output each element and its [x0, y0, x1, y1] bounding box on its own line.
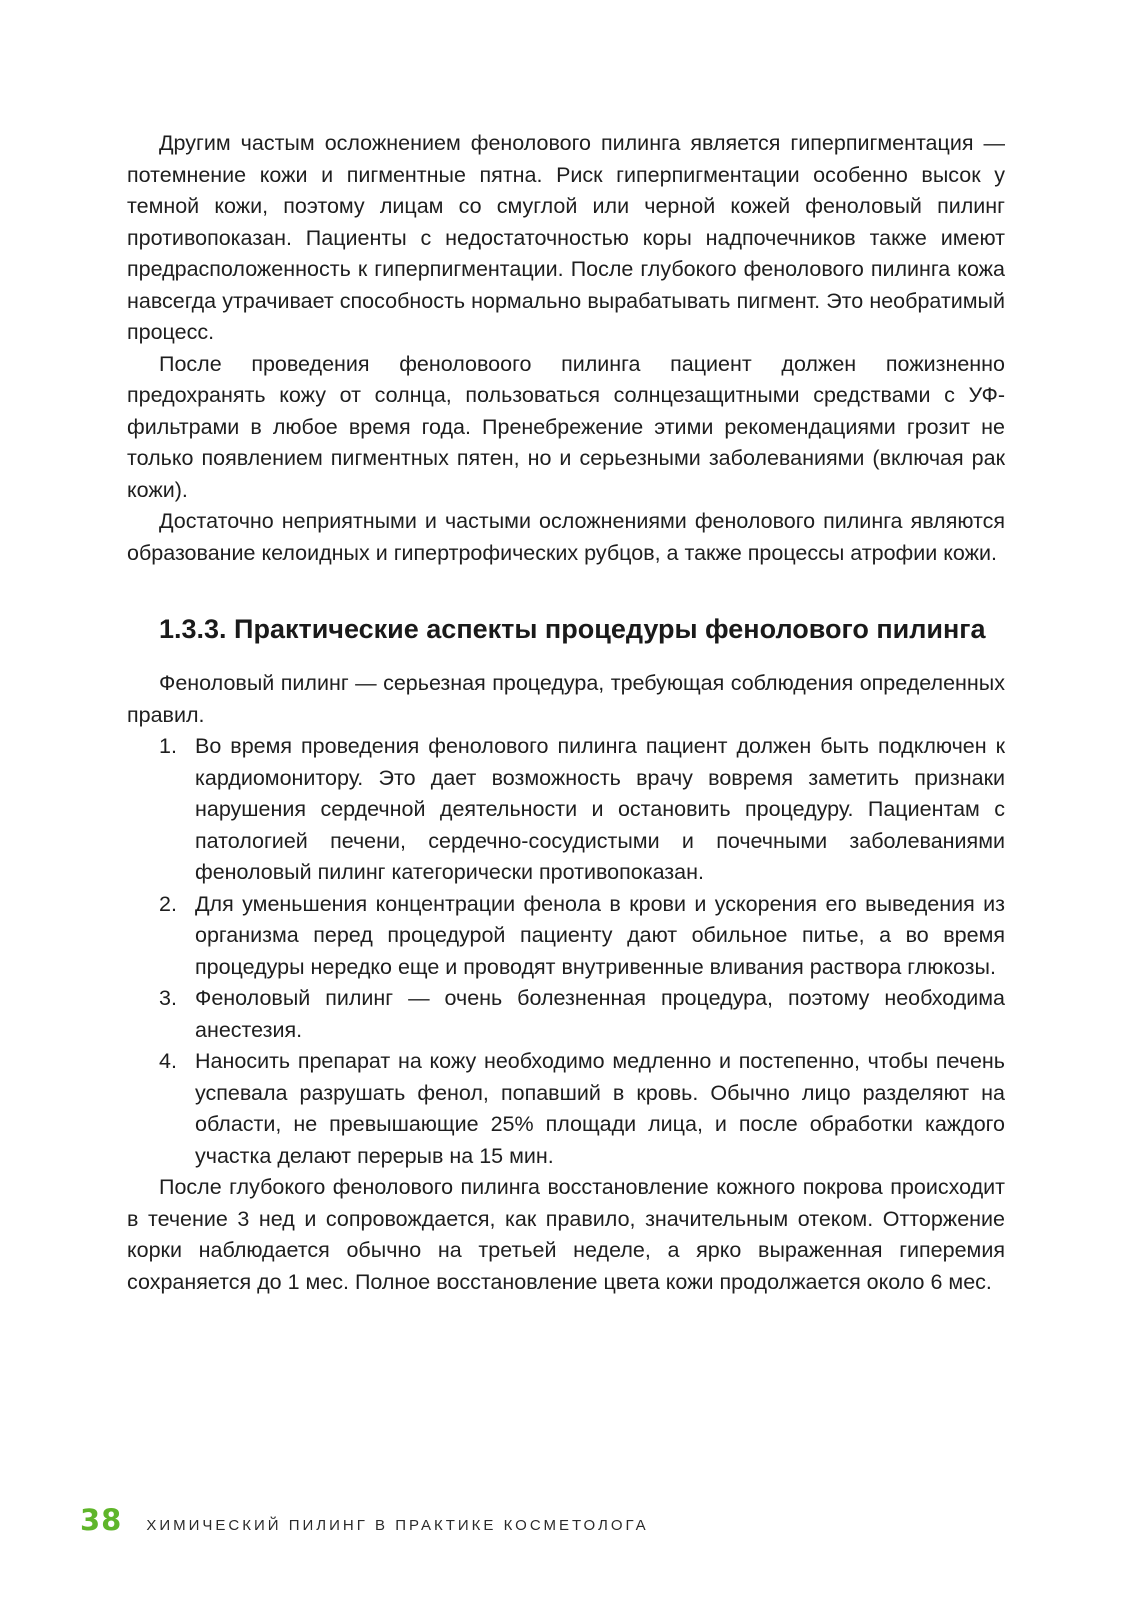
page-number: 38	[80, 1503, 123, 1537]
running-title: ХИМИЧЕСКИЙ ПИЛИНГ В ПРАКТИКЕ КОСМЕТОЛОГА	[146, 1517, 649, 1534]
list-item	[127, 983, 1005, 1046]
list-item	[127, 731, 1005, 889]
paragraph-hyperpigmentation: Другим частым осложнением фенолового пилинга является гиперпигментация — потемнение кожи и пигментные пятна. Риск гиперпигментации особенно высок у темной кожи, поэтому лицам со смуглой или черной кожей феноловый пилинг противопоказан. Пациенты с недостаточностью коры надпочечников также имеют предрасположенность к гиперпигментации. После глубокого фенолового пилинга кожа навсегда утрачивает способность нормально вырабатывать пигмент. Это необратимый процесс.	[127, 131, 1005, 344]
section-heading: 1.3.3. Практические аспекты процедуры фенолового пилинга	[159, 614, 986, 644]
paragraph-recovery: После глубокого фенолового пилинга восстановление кожного покрова происходит в течение 3 нед и сопровождается, как правило, значительным отеком. Отторжение корки наблюдается обычно на третьей неделе, а ярко выраженная гиперемия сохраняется до 1 мес. Полное восстановление цвета кожи продолжается около 6 мес.	[127, 1175, 1005, 1294]
list-item-text: Феноловый пилинг — очень болезненная процедура, поэтому необходима анестезия.	[195, 986, 1005, 1042]
paragraph-sun-protection: После проведения феноловоого пилинга пациент должен пожизненно предохранять кожу от солнца, пользоваться солнцезащитными средствами с УФ-фильтрами в любое время года. Пренебрежение этими рекомендациями грозит не только появлением пигментных пятен, но и серьезными заболеваниями (включая рак кожи).	[127, 351, 1005, 502]
procedure-steps-list	[127, 731, 1005, 1172]
list-item	[127, 1046, 1005, 1172]
list-item-text: Во время проведения фенолового пилинга пациент должен быть подключен к кардиомонитору. Это дает возможность врачу вовремя заметить признаки нарушения сердечной деятельности и остановить процедуру. Пациентам с патологией печени, сердечно-сосудистыми и почечными заболеваниями феноловый пилинг категорически противопоказан.	[195, 734, 1005, 884]
list-item-number: 2.	[159, 891, 177, 916]
list-item-text: Наносить препарат на кожу необходимо медленно и постепенно, чтобы печень успевала разрушать фенол, попавший в кровь. Обычно лицо разделяют на области, не превышающие 25% площади лица, и после обработки каждого участка делают перерыв на 15 мин.	[195, 1049, 1005, 1168]
list-item-number: 1.	[159, 734, 177, 758]
paragraph-scars: Достаточно неприятными и частыми осложнениями фенолового пилинга являются образование келоидных и гипертрофических рубцов, а также процессы атрофии кожи.	[127, 509, 1005, 565]
body-text	[127, 128, 1005, 1298]
list-item-number: 3.	[159, 986, 177, 1010]
list-item-text: Для уменьшения концентрации фенола в крови и ускорения его выведения из организма перед процедурой пациенту дают обильное питье, а во время процедуры нередко еще и проводят внутривенные вливания раствора глюкозы.	[195, 891, 1005, 979]
list-item	[127, 889, 1005, 984]
list-item-number: 4.	[159, 1049, 177, 1073]
section-intro: Феноловый пилинг — серьезная процедура, требующая соблюдения определенных правил.	[127, 671, 1005, 727]
page-footer	[80, 1503, 649, 1537]
